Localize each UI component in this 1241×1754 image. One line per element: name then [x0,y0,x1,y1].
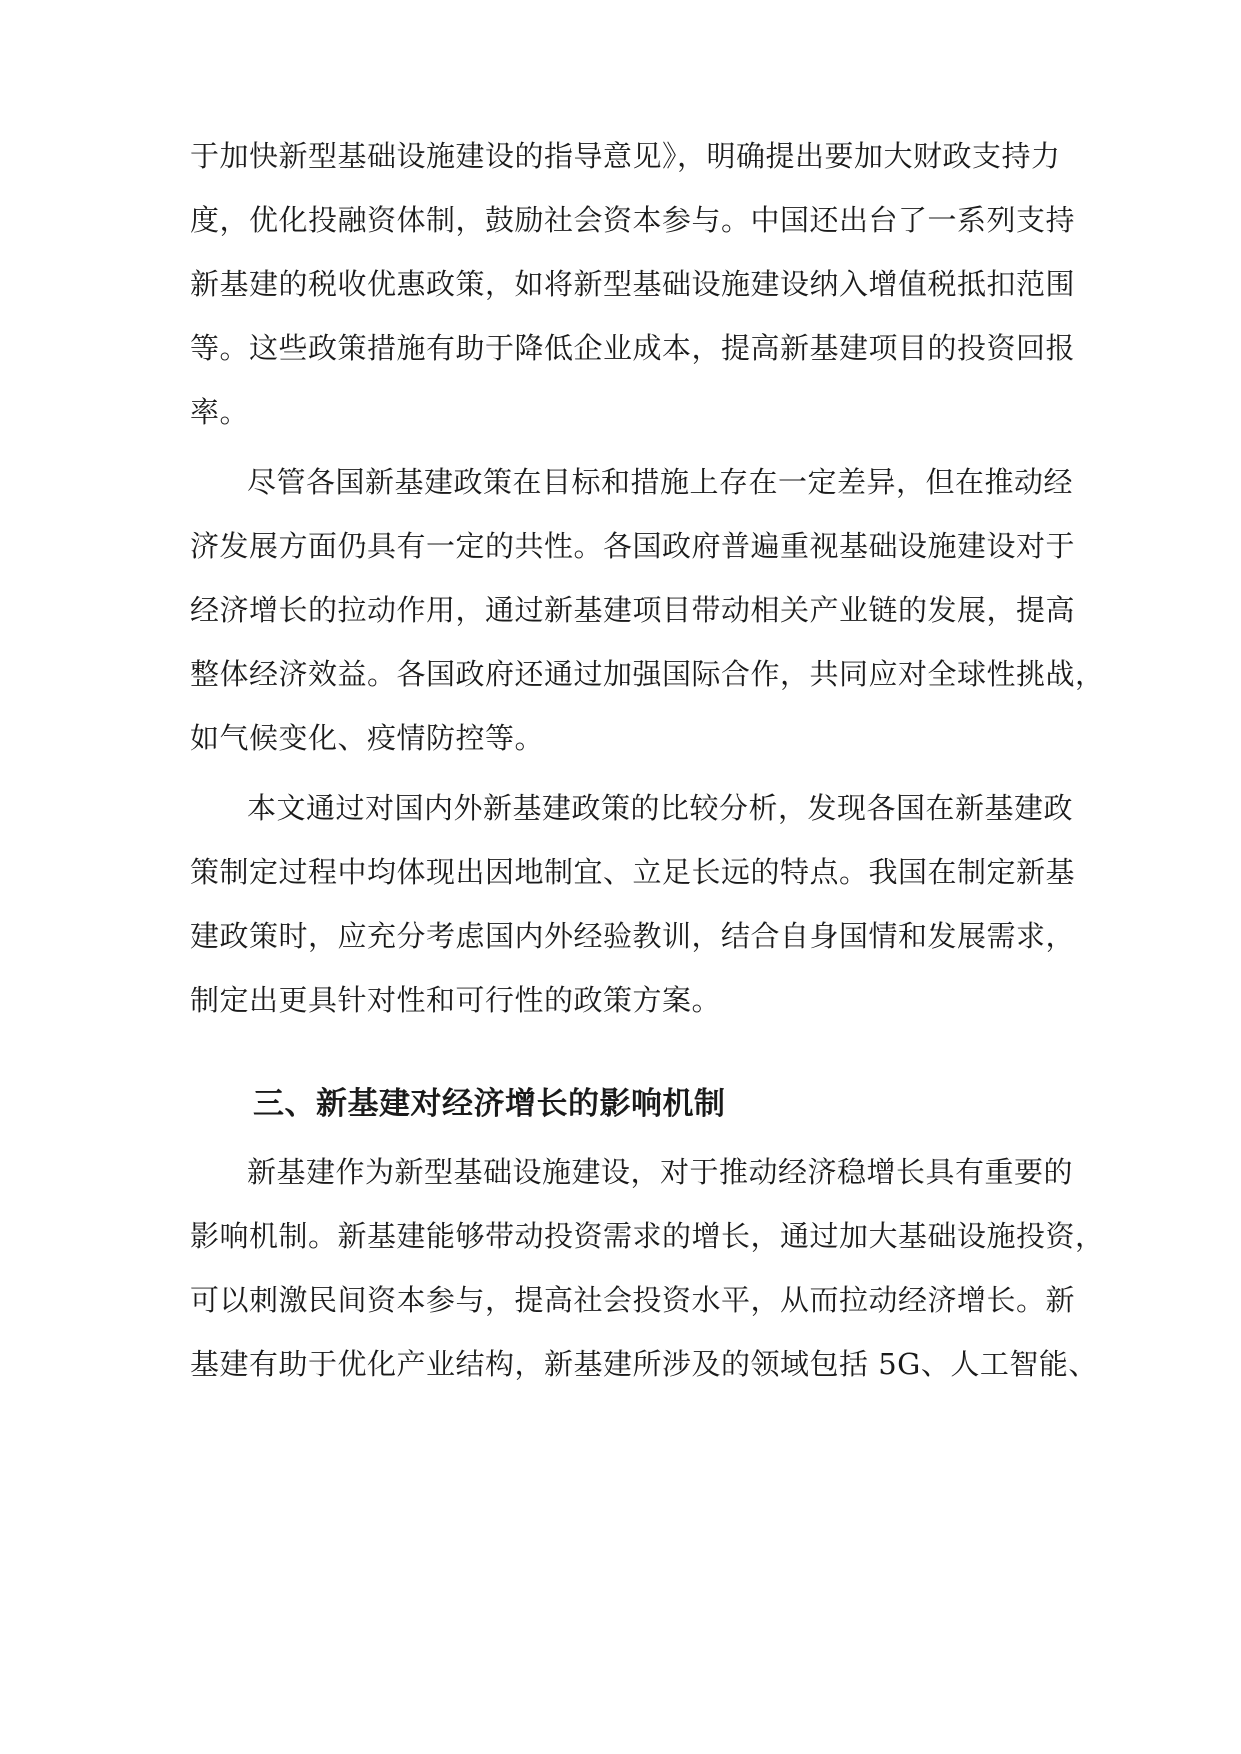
paragraph-1-line-2: 度，优化投融资体制，鼓励社会资本参与。中国还出台了一系列支持 [190,203,1076,237]
paragraph-2-line-4: 整体经济效益。各国政府还通过加强国际合作，共同应对全球性挑战， [190,657,1105,691]
paragraph-2-line-1: 尽管各国新基建政策在目标和措施上存在一定差异，但在推动经 [247,465,1074,499]
paragraph-3-line-1: 本文通过对国内外新基建政策的比较分析，发现各国在新基建政 [247,791,1074,825]
section-heading: 三、新基建对经济增长的影响机制 [253,1086,726,1122]
paragraph-2-line-2: 济发展方面仍具有一定的共性。各国政府普遍重视基础设施建设对于 [190,529,1076,563]
paragraph-4-line-3: 可以刺激民间资本参与，提高社会投资水平，从而拉动经济增长。新 [190,1283,1076,1317]
paragraph-2-line-3: 经济增长的拉动作用，通过新基建项目带动相关产业链的发展，提高 [190,593,1076,627]
paragraph-3-line-3: 建政策时，应充分考虑国内外经验教训，结合自身国情和发展需求， [190,919,1076,953]
paragraph-4-line-1: 新基建作为新型基础设施建设，对于推动经济稳增长具有重要的 [247,1155,1074,1189]
paragraph-1-line-3: 新基建的税收优惠政策，如将新型基础设施建设纳入增值税抵扣范围 [190,267,1076,301]
paragraph-3-line-4: 制定出更具针对性和可行性的政策方案。 [190,983,722,1017]
paragraph-4-line-4: 基建有助于优化产业结构，新基建所涉及的领域包括 5G、人工智能、 [190,1347,1098,1381]
paragraph-2-line-5: 如气候变化、疫情防控等。 [190,721,545,755]
paragraph-3-line-2: 策制定过程中均体现出因地制宜、立足长远的特点。我国在制定新基 [190,855,1076,889]
paragraph-1-line-5: 率。 [190,395,250,429]
paragraph-4-line-2: 影响机制。新基建能够带动投资需求的增长，通过加大基础设施投资， [190,1219,1105,1253]
paragraph-1-line-4: 等。这些政策措施有助于降低企业成本，提高新基建项目的投资回报 [190,331,1076,365]
paragraph-1-line-1: 于加快新型基础设施建设的指导意见》，明确提出要加大财政支持力 [190,139,1061,173]
